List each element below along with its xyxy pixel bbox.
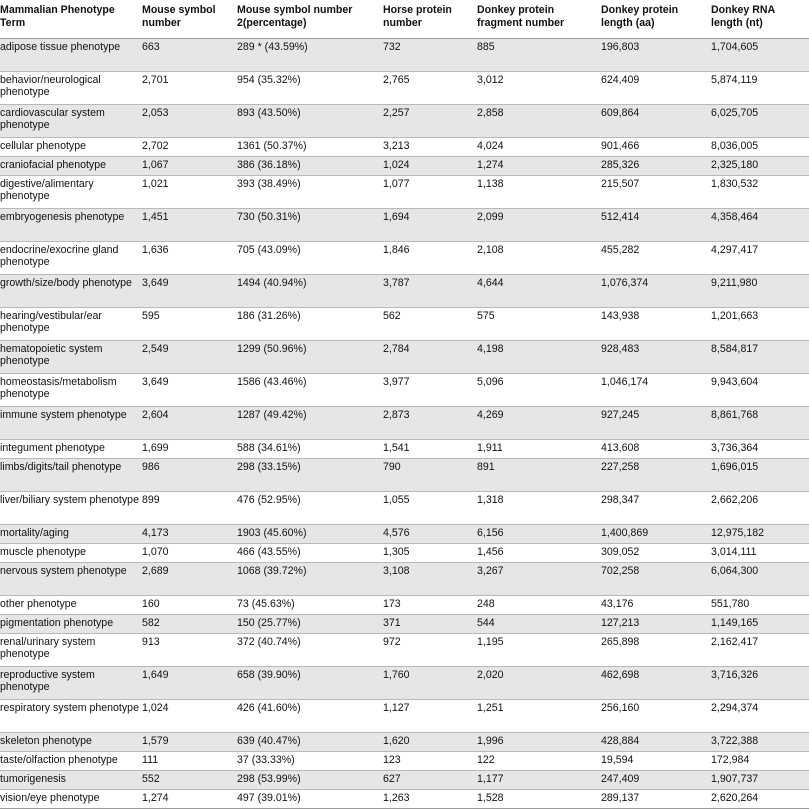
donkey-rna-length-cell: 172,984 xyxy=(711,751,809,770)
donkey-protein-length-cell: 127,213 xyxy=(601,614,711,633)
horse-protein-number-cell: 1,263 xyxy=(383,789,477,808)
donkey-rna-length-cell: 8,036,005 xyxy=(711,137,809,156)
horse-protein-number-cell: 1,541 xyxy=(383,439,477,458)
phenotype-term-cell: hematopoietic system phenotype xyxy=(0,340,142,373)
phenotype-term-cell: vision/eye phenotype xyxy=(0,789,142,808)
phenotype-term-cell: cellular phenotype xyxy=(0,137,142,156)
table-row xyxy=(0,524,809,543)
donkey-fragment-number-cell: 5,096 xyxy=(477,373,601,406)
mouse-symbol-number-cell: 2,549 xyxy=(142,340,237,373)
table-row xyxy=(0,666,809,699)
donkey-protein-length-cell: 462,698 xyxy=(601,666,711,699)
donkey-fragment-number-cell: 2,858 xyxy=(477,104,601,137)
mouse-symbol-percentage-cell: 73 (45.63%) xyxy=(237,595,383,614)
mouse-symbol-percentage-cell: 1068 (39.72%) xyxy=(237,562,383,595)
phenotype-term-cell: immune system phenotype xyxy=(0,406,142,439)
table-row xyxy=(0,439,809,458)
donkey-rna-length-cell: 12,975,182 xyxy=(711,524,809,543)
donkey-rna-length-cell: 2,294,374 xyxy=(711,699,809,732)
donkey-fragment-number-cell: 4,024 xyxy=(477,137,601,156)
donkey-rna-length-cell: 1,907,737 xyxy=(711,770,809,789)
mouse-symbol-percentage-cell: 386 (36.18%) xyxy=(237,156,383,175)
donkey-protein-length-cell: 455,282 xyxy=(601,241,711,274)
donkey-rna-length-cell: 3,014,111 xyxy=(711,543,809,562)
table-row xyxy=(0,699,809,732)
phenotype-term-cell: taste/olfaction phenotype xyxy=(0,751,142,770)
phenotype-term-cell: muscle phenotype xyxy=(0,543,142,562)
horse-protein-number-cell: 2,765 xyxy=(383,71,477,104)
mouse-symbol-number-cell: 3,649 xyxy=(142,373,237,406)
mouse-symbol-number-cell: 1,021 xyxy=(142,175,237,208)
table-row xyxy=(0,307,809,340)
donkey-rna-length-cell: 1,830,532 xyxy=(711,175,809,208)
table-row xyxy=(0,770,809,789)
table-row xyxy=(0,751,809,770)
donkey-protein-length-cell: 265,898 xyxy=(601,633,711,666)
donkey-fragment-number-cell: 2,108 xyxy=(477,241,601,274)
donkey-fragment-number-cell: 4,269 xyxy=(477,406,601,439)
donkey-fragment-number-cell: 544 xyxy=(477,614,601,633)
phenotype-term-cell: renal/urinary system phenotype xyxy=(0,633,142,666)
donkey-protein-length-cell: 227,258 xyxy=(601,458,711,491)
donkey-fragment-number-cell: 1,528 xyxy=(477,789,601,808)
donkey-fragment-number-cell: 1,318 xyxy=(477,491,601,524)
phenotype-term-cell: embryogenesis phenotype xyxy=(0,208,142,241)
phenotype-term-cell: cardiovascular system phenotype xyxy=(0,104,142,137)
phenotype-term-cell: mortality/aging xyxy=(0,524,142,543)
mouse-symbol-number-cell: 3,649 xyxy=(142,274,237,307)
donkey-protein-length-cell: 247,409 xyxy=(601,770,711,789)
donkey-fragment-number-cell: 1,911 xyxy=(477,439,601,458)
mouse-symbol-percentage-cell: 658 (39.90%) xyxy=(237,666,383,699)
donkey-protein-length-cell: 285,326 xyxy=(601,156,711,175)
donkey-protein-length-cell: 413,608 xyxy=(601,439,711,458)
mouse-symbol-number-cell: 552 xyxy=(142,770,237,789)
mouse-symbol-number-cell: 899 xyxy=(142,491,237,524)
mouse-symbol-number-cell: 2,053 xyxy=(142,104,237,137)
mouse-symbol-percentage-cell: 893 (43.50%) xyxy=(237,104,383,137)
table-row xyxy=(0,543,809,562)
table-row xyxy=(0,732,809,751)
mouse-symbol-percentage-cell: 298 (53.99%) xyxy=(237,770,383,789)
horse-protein-number-cell: 3,213 xyxy=(383,137,477,156)
donkey-rna-length-cell: 2,325,180 xyxy=(711,156,809,175)
donkey-rna-length-cell: 6,064,300 xyxy=(711,562,809,595)
mouse-symbol-number-cell: 663 xyxy=(142,38,237,71)
table-row xyxy=(0,491,809,524)
horse-protein-number-cell: 732 xyxy=(383,38,477,71)
donkey-rna-length-cell: 1,696,015 xyxy=(711,458,809,491)
donkey-fragment-number-cell: 122 xyxy=(477,751,601,770)
donkey-fragment-number-cell: 575 xyxy=(477,307,601,340)
donkey-rna-length-cell: 2,662,206 xyxy=(711,491,809,524)
mouse-symbol-number-cell: 2,702 xyxy=(142,137,237,156)
mouse-symbol-percentage-cell: 639 (40.47%) xyxy=(237,732,383,751)
horse-protein-number-cell: 972 xyxy=(383,633,477,666)
mouse-symbol-percentage-cell: 1903 (45.60%) xyxy=(237,524,383,543)
horse-protein-number-cell: 123 xyxy=(383,751,477,770)
donkey-rna-length-cell: 551,780 xyxy=(711,595,809,614)
donkey-rna-length-cell: 8,584,817 xyxy=(711,340,809,373)
mouse-symbol-percentage-cell: 150 (25.77%) xyxy=(237,614,383,633)
header-donkey-protein-length: Donkey protein length (aa) xyxy=(601,0,711,38)
phenotype-term-cell: nervous system phenotype xyxy=(0,562,142,595)
donkey-fragment-number-cell: 4,198 xyxy=(477,340,601,373)
horse-protein-number-cell: 1,055 xyxy=(383,491,477,524)
mouse-symbol-percentage-cell: 393 (38.49%) xyxy=(237,175,383,208)
table-row xyxy=(0,137,809,156)
horse-protein-number-cell: 3,787 xyxy=(383,274,477,307)
mouse-symbol-percentage-cell: 588 (34.61%) xyxy=(237,439,383,458)
phenotype-term-cell: adipose tissue phenotype xyxy=(0,38,142,71)
mouse-symbol-percentage-cell: 289 * (43.59%) xyxy=(237,38,383,71)
donkey-rna-length-cell: 9,211,980 xyxy=(711,274,809,307)
phenotype-term-cell: integument phenotype xyxy=(0,439,142,458)
donkey-protein-length-cell: 512,414 xyxy=(601,208,711,241)
donkey-fragment-number-cell: 885 xyxy=(477,38,601,71)
phenotype-term-cell: other phenotype xyxy=(0,595,142,614)
horse-protein-number-cell: 1,305 xyxy=(383,543,477,562)
mouse-symbol-number-cell: 1,579 xyxy=(142,732,237,751)
donkey-rna-length-cell: 3,716,326 xyxy=(711,666,809,699)
donkey-protein-length-cell: 43,176 xyxy=(601,595,711,614)
mouse-symbol-number-cell: 160 xyxy=(142,595,237,614)
donkey-fragment-number-cell: 248 xyxy=(477,595,601,614)
donkey-protein-length-cell: 702,258 xyxy=(601,562,711,595)
mouse-symbol-percentage-cell: 954 (35.32%) xyxy=(237,71,383,104)
donkey-fragment-number-cell: 1,456 xyxy=(477,543,601,562)
table-row xyxy=(0,208,809,241)
donkey-fragment-number-cell: 1,177 xyxy=(477,770,601,789)
mouse-symbol-percentage-cell: 372 (40.74%) xyxy=(237,633,383,666)
donkey-protein-length-cell: 196,803 xyxy=(601,38,711,71)
phenotype-term-cell: homeostasis/metabolism phenotype xyxy=(0,373,142,406)
donkey-rna-length-cell: 2,162,417 xyxy=(711,633,809,666)
horse-protein-number-cell: 1,694 xyxy=(383,208,477,241)
mouse-symbol-number-cell: 111 xyxy=(142,751,237,770)
donkey-protein-length-cell: 927,245 xyxy=(601,406,711,439)
donkey-rna-length-cell: 4,297,417 xyxy=(711,241,809,274)
header-row xyxy=(0,0,809,38)
mouse-symbol-percentage-cell: 705 (43.09%) xyxy=(237,241,383,274)
mouse-symbol-number-cell: 1,070 xyxy=(142,543,237,562)
donkey-protein-length-cell: 1,400,869 xyxy=(601,524,711,543)
donkey-protein-length-cell: 143,938 xyxy=(601,307,711,340)
table-header xyxy=(0,0,809,38)
donkey-fragment-number-cell: 1,251 xyxy=(477,699,601,732)
table-row xyxy=(0,340,809,373)
mouse-symbol-number-cell: 2,689 xyxy=(142,562,237,595)
table-row xyxy=(0,241,809,274)
horse-protein-number-cell: 790 xyxy=(383,458,477,491)
table-row xyxy=(0,175,809,208)
donkey-protein-length-cell: 298,347 xyxy=(601,491,711,524)
mouse-symbol-percentage-cell: 476 (52.95%) xyxy=(237,491,383,524)
donkey-rna-length-cell: 4,358,464 xyxy=(711,208,809,241)
donkey-fragment-number-cell: 6,156 xyxy=(477,524,601,543)
mouse-symbol-number-cell: 2,701 xyxy=(142,71,237,104)
mouse-symbol-percentage-cell: 186 (31.26%) xyxy=(237,307,383,340)
mouse-symbol-percentage-cell: 1299 (50.96%) xyxy=(237,340,383,373)
donkey-rna-length-cell: 3,736,364 xyxy=(711,439,809,458)
donkey-protein-length-cell: 609,864 xyxy=(601,104,711,137)
mouse-symbol-number-cell: 2,604 xyxy=(142,406,237,439)
horse-protein-number-cell: 562 xyxy=(383,307,477,340)
phenotype-term-cell: tumorigenesis xyxy=(0,770,142,789)
header-horse-protein-number: Horse protein number xyxy=(383,0,477,38)
mouse-symbol-percentage-cell: 1586 (43.46%) xyxy=(237,373,383,406)
donkey-rna-length-cell: 1,149,165 xyxy=(711,614,809,633)
phenotype-term-cell: hearing/vestibular/ear phenotype xyxy=(0,307,142,340)
horse-protein-number-cell: 4,576 xyxy=(383,524,477,543)
mouse-symbol-percentage-cell: 1287 (49.42%) xyxy=(237,406,383,439)
table-row xyxy=(0,789,809,808)
horse-protein-number-cell: 371 xyxy=(383,614,477,633)
donkey-protein-length-cell: 1,046,174 xyxy=(601,373,711,406)
donkey-rna-length-cell: 1,704,605 xyxy=(711,38,809,71)
donkey-protein-length-cell: 624,409 xyxy=(601,71,711,104)
donkey-rna-length-cell: 3,722,388 xyxy=(711,732,809,751)
phenotype-term-cell: behavior/neurological phenotype xyxy=(0,71,142,104)
table-row xyxy=(0,562,809,595)
donkey-fragment-number-cell: 3,012 xyxy=(477,71,601,104)
donkey-fragment-number-cell: 1,138 xyxy=(477,175,601,208)
donkey-protein-length-cell: 19,594 xyxy=(601,751,711,770)
mouse-symbol-percentage-cell: 1494 (40.94%) xyxy=(237,274,383,307)
table-row xyxy=(0,633,809,666)
phenotype-term-cell: craniofacial phenotype xyxy=(0,156,142,175)
horse-protein-number-cell: 2,784 xyxy=(383,340,477,373)
horse-protein-number-cell: 3,108 xyxy=(383,562,477,595)
header-mouse-symbol-number: Mouse symbol number xyxy=(142,0,237,38)
donkey-protein-length-cell: 289,137 xyxy=(601,789,711,808)
table-row xyxy=(0,406,809,439)
mouse-symbol-number-cell: 1,649 xyxy=(142,666,237,699)
mouse-symbol-number-cell: 4,173 xyxy=(142,524,237,543)
donkey-protein-length-cell: 309,052 xyxy=(601,543,711,562)
mouse-symbol-percentage-cell: 426 (41.60%) xyxy=(237,699,383,732)
header-donkey-rna-length: Donkey RNA length (nt) xyxy=(711,0,809,38)
phenotype-term-cell: limbs/digits/tail phenotype xyxy=(0,458,142,491)
header-donkey-protein-fragment-number: Donkey protein fragment number xyxy=(477,0,601,38)
mouse-symbol-number-cell: 1,636 xyxy=(142,241,237,274)
donkey-fragment-number-cell: 1,274 xyxy=(477,156,601,175)
phenotype-term-cell: digestive/alimentary phenotype xyxy=(0,175,142,208)
mouse-symbol-number-cell: 1,274 xyxy=(142,789,237,808)
donkey-protein-length-cell: 928,483 xyxy=(601,340,711,373)
mouse-symbol-number-cell: 595 xyxy=(142,307,237,340)
phenotype-term-cell: growth/size/body phenotype xyxy=(0,274,142,307)
donkey-fragment-number-cell: 1,195 xyxy=(477,633,601,666)
donkey-protein-length-cell: 215,507 xyxy=(601,175,711,208)
donkey-protein-length-cell: 1,076,374 xyxy=(601,274,711,307)
table-body xyxy=(0,38,809,808)
donkey-fragment-number-cell: 2,099 xyxy=(477,208,601,241)
table-row xyxy=(0,595,809,614)
horse-protein-number-cell: 2,257 xyxy=(383,104,477,137)
donkey-rna-length-cell: 2,620,264 xyxy=(711,789,809,808)
phenotype-term-cell: skeleton phenotype xyxy=(0,732,142,751)
table-row xyxy=(0,373,809,406)
mouse-symbol-number-cell: 1,067 xyxy=(142,156,237,175)
donkey-rna-length-cell: 1,201,663 xyxy=(711,307,809,340)
phenotype-term-cell: reproductive system phenotype xyxy=(0,666,142,699)
horse-protein-number-cell: 1,846 xyxy=(383,241,477,274)
donkey-rna-length-cell: 6,025,705 xyxy=(711,104,809,137)
donkey-fragment-number-cell: 2,020 xyxy=(477,666,601,699)
donkey-rna-length-cell: 9,943,604 xyxy=(711,373,809,406)
mouse-symbol-number-cell: 1,024 xyxy=(142,699,237,732)
donkey-fragment-number-cell: 1,996 xyxy=(477,732,601,751)
horse-protein-number-cell: 1,024 xyxy=(383,156,477,175)
mouse-symbol-percentage-cell: 37 (33.33%) xyxy=(237,751,383,770)
mouse-symbol-number-cell: 913 xyxy=(142,633,237,666)
donkey-rna-length-cell: 8,861,768 xyxy=(711,406,809,439)
table-row xyxy=(0,458,809,491)
donkey-fragment-number-cell: 4,644 xyxy=(477,274,601,307)
mouse-symbol-number-cell: 1,451 xyxy=(142,208,237,241)
donkey-fragment-number-cell: 891 xyxy=(477,458,601,491)
header-phenotype-term: Mammalian Phenotype Term xyxy=(0,0,142,38)
mouse-symbol-percentage-cell: 730 (50.31%) xyxy=(237,208,383,241)
mouse-symbol-number-cell: 986 xyxy=(142,458,237,491)
mouse-symbol-percentage-cell: 497 (39.01%) xyxy=(237,789,383,808)
mouse-symbol-percentage-cell: 466 (43.55%) xyxy=(237,543,383,562)
mouse-symbol-number-cell: 582 xyxy=(142,614,237,633)
mouse-symbol-percentage-cell: 298 (33.15%) xyxy=(237,458,383,491)
table-row xyxy=(0,614,809,633)
table-row xyxy=(0,38,809,71)
donkey-protein-length-cell: 256,160 xyxy=(601,699,711,732)
mouse-symbol-number-cell: 1,699 xyxy=(142,439,237,458)
horse-protein-number-cell: 2,873 xyxy=(383,406,477,439)
horse-protein-number-cell: 1,620 xyxy=(383,732,477,751)
donkey-rna-length-cell: 5,874,119 xyxy=(711,71,809,104)
horse-protein-number-cell: 1,127 xyxy=(383,699,477,732)
donkey-protein-length-cell: 901,466 xyxy=(601,137,711,156)
horse-protein-number-cell: 627 xyxy=(383,770,477,789)
header-mouse-symbol-number-2: Mouse symbol number 2(percentage) xyxy=(237,0,383,38)
horse-protein-number-cell: 173 xyxy=(383,595,477,614)
table-row xyxy=(0,156,809,175)
phenotype-term-cell: liver/biliary system phenotype xyxy=(0,491,142,524)
horse-protein-number-cell: 1,760 xyxy=(383,666,477,699)
table-row xyxy=(0,274,809,307)
phenotype-term-cell: pigmentation phenotype xyxy=(0,614,142,633)
donkey-protein-length-cell: 428,884 xyxy=(601,732,711,751)
phenotype-term-cell: endocrine/exocrine gland phenotype xyxy=(0,241,142,274)
table-row xyxy=(0,104,809,137)
mouse-symbol-percentage-cell: 1361 (50.37%) xyxy=(237,137,383,156)
horse-protein-number-cell: 3,977 xyxy=(383,373,477,406)
table-row xyxy=(0,71,809,104)
horse-protein-number-cell: 1,077 xyxy=(383,175,477,208)
phenotype-term-cell: respiratory system phenotype xyxy=(0,699,142,732)
donkey-fragment-number-cell: 3,267 xyxy=(477,562,601,595)
